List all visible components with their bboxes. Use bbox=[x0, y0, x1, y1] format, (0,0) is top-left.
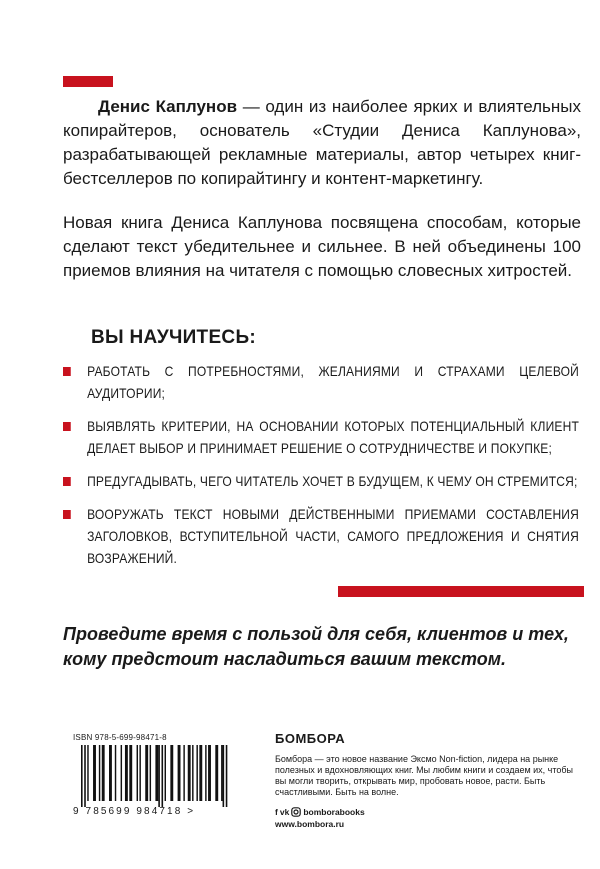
learn-list bbox=[63, 360, 583, 580]
instagram-icon bbox=[291, 807, 301, 817]
learn-heading: ВЫ НАУЧИТЕСЬ: bbox=[91, 327, 257, 348]
book-description bbox=[63, 211, 581, 283]
bullet-square-icon bbox=[63, 510, 71, 519]
learn-item bbox=[63, 360, 579, 404]
red-accent-bar-top bbox=[63, 76, 113, 87]
barcode-digits: 9 785699 984718 > bbox=[73, 806, 196, 817]
publisher-about: Бомбора — это новое название Эксмо Non-fiction, лидера на рынке полезных и вдохновляющих книг. Мы любим книги и создаем их, чтобы вы могли творить, открывать мир, пробовать новое, расти. Быть счастливыми. Быть на волне. bbox=[275, 754, 574, 797]
bullet-square-icon bbox=[63, 367, 71, 376]
book-description-text: Новая книга Дениса Каплунова посвящена способам, которые сделают текст убедительнее и сильнее. В ней объединены 100 приемов влияния на читателя с помощью словесных хитростей. bbox=[63, 213, 581, 280]
bullet-square-icon bbox=[63, 477, 71, 486]
isbn-label: ISBN 978-5-699-98471-8 bbox=[73, 733, 167, 742]
vk-icon: vk bbox=[279, 807, 290, 817]
facebook-icon: f bbox=[275, 807, 278, 817]
barcode bbox=[73, 745, 259, 807]
bullet-square-icon bbox=[63, 422, 71, 431]
publisher-brand: БОМБОРА bbox=[275, 731, 346, 746]
publisher-block bbox=[275, 731, 575, 830]
learn-item-text: ПРЕДУГАДЫВАТЬ, ЧЕГО ЧИТАТЕЛЬ ХОЧЕТ В БУДУЩЕМ, К ЧЕМУ ОН СТРЕМИТСЯ; bbox=[87, 473, 578, 489]
website-link: www.bombora.ru bbox=[275, 819, 345, 829]
learn-item bbox=[63, 503, 579, 569]
learn-item-text: ВООРУЖАТЬ ТЕКСТ НОВЫМИ ДЕЙСТВЕННЫМИ ПРИЕМАМИ СОСТАВЛЕНИЯ ЗАГОЛОВКОВ, ВСТУПИТЕЛЬНОЙ ЧАСТИ, САМОГО ПРЕДЛОЖЕНИЯ И СНЯТИЯ ВОЗРАЖЕНИЙ. bbox=[87, 506, 579, 566]
social-handle: bomborabooks bbox=[303, 807, 365, 817]
learn-item bbox=[63, 470, 579, 492]
author-bio: — один из наиболее ярких и влиятельных копирайтеров, основатель «Студии Дениса Каплунова», разрабатывающей рекламные материалы, автор четырех книг-бестселлеров по копирайтингу и контент-маркетингу. bbox=[63, 97, 581, 188]
author-bio-paragraph bbox=[63, 95, 581, 191]
learn-item bbox=[63, 415, 579, 459]
learn-item-text: РАБОТАТЬ С ПОТРЕБНОСТЯМИ, ЖЕЛАНИЯМИ И СТРАХАМИ ЦЕЛЕВОЙ АУДИТОРИИ; bbox=[87, 363, 579, 401]
author-name: Денис Каплунов bbox=[98, 97, 238, 116]
closing-statement: Проведите время с пользой для себя, клиентов и тех, кому предстоит насладиться вашим текстом. bbox=[63, 624, 569, 669]
learn-item-text: ВЫЯВЛЯТЬ КРИТЕРИИ, НА ОСНОВАНИИ КОТОРЫХ ПОТЕНЦИАЛЬНЫЙ КЛИЕНТ ДЕЛАЕТ ВЫБОР И ПРИНИМАЕТ РЕШЕНИЕ О СОТРУДНИЧЕСТВЕ И ПОКУПКЕ; bbox=[87, 418, 579, 456]
red-accent-bar-middle bbox=[338, 586, 584, 597]
isbn-block bbox=[73, 733, 259, 817]
social-links bbox=[275, 806, 575, 818]
